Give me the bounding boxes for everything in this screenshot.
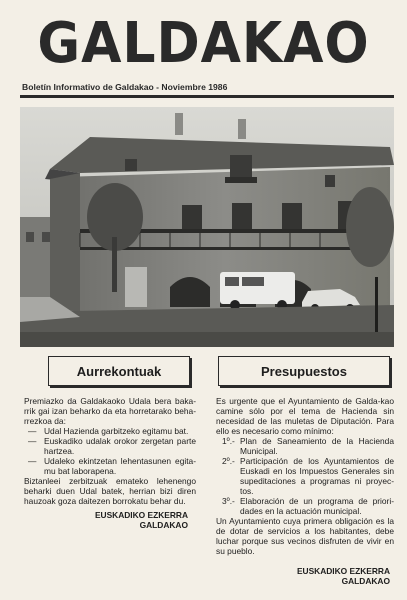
right-intro: Es urgente que el Ayuntamiento de Galda-kao camine sólo por el tema de Hacienda sin necesidad de las muletas de Diputación. Para ello es necesario como mínimo: xyxy=(216,396,394,436)
list-item-text: Udal Hazienda garbitzeko egitamu bat. xyxy=(44,426,189,436)
building-photo xyxy=(20,107,394,347)
left-intro: Premiazko da Galdakaoko Udala bera baka-rrik gai izan beharko da eta horretarako beha-rrezkoa da: xyxy=(24,396,196,426)
list-item-text: Plan de Saneamiento de la Hacienda Municipal. xyxy=(240,436,394,456)
dash-bullet: — xyxy=(28,436,37,446)
item-number: 2º.- xyxy=(222,456,235,466)
item-number: 3º.- xyxy=(222,496,235,506)
left-section-heading: Aurrekontuak xyxy=(48,356,190,386)
list-item xyxy=(24,426,196,436)
masthead-title: GALDAKAO xyxy=(37,11,370,76)
list-item xyxy=(24,456,196,476)
list-item-text: Participación de los Ayuntamientos de Euskadi en los Impuestos Generales sin supeditaciones a programas ni proyec-tos. xyxy=(240,456,394,496)
signature-line-1: EUSKADIKO EZKERRA xyxy=(296,566,390,576)
list-item xyxy=(24,436,196,456)
masthead-divider xyxy=(20,95,394,98)
list-item xyxy=(216,436,394,456)
list-item-text: Euskadiko udalak orokor zergetan parte hartzea. xyxy=(44,436,196,456)
list-item xyxy=(216,496,394,516)
newsletter-subtitle: Boletín Informativo de Galdakao - Noviembre 1986 xyxy=(22,82,228,92)
item-number: 1º.- xyxy=(222,436,235,446)
list-item-text: Udaleko ekintzetan lehentasunen egita-mu bat laborapena. xyxy=(44,456,196,476)
list-item-text: Elaboración de un programa de priori-dades en la actuación municipal. xyxy=(240,496,394,516)
signature-line-2: GALDAKAO xyxy=(341,576,390,586)
right-signature xyxy=(216,566,394,586)
dash-bullet: — xyxy=(28,456,37,466)
left-closing: Biztanleei zerbitzuak emateko lehenengo beharki duen Udal batek, herrian bizi diren hauzoak goza daitezen borrokatu behar du. xyxy=(24,476,196,506)
left-column xyxy=(24,396,196,530)
list-item xyxy=(216,456,394,496)
building-photo-icon xyxy=(20,107,394,347)
right-section-heading: Presupuestos xyxy=(218,356,390,386)
signature-line-1: EUSKADIKO EZKERRA xyxy=(94,510,188,520)
signature-line-2: GALDAKAO xyxy=(139,520,188,530)
left-signature xyxy=(24,510,196,530)
right-column xyxy=(216,396,394,586)
right-closing: Un Ayuntamiento cuya primera obligación es la de dotar de servicios a los habitantes, debe luchar porque sus vecinos disfruten de vivir en su pueblo. xyxy=(216,516,394,556)
dash-bullet: — xyxy=(28,426,37,436)
